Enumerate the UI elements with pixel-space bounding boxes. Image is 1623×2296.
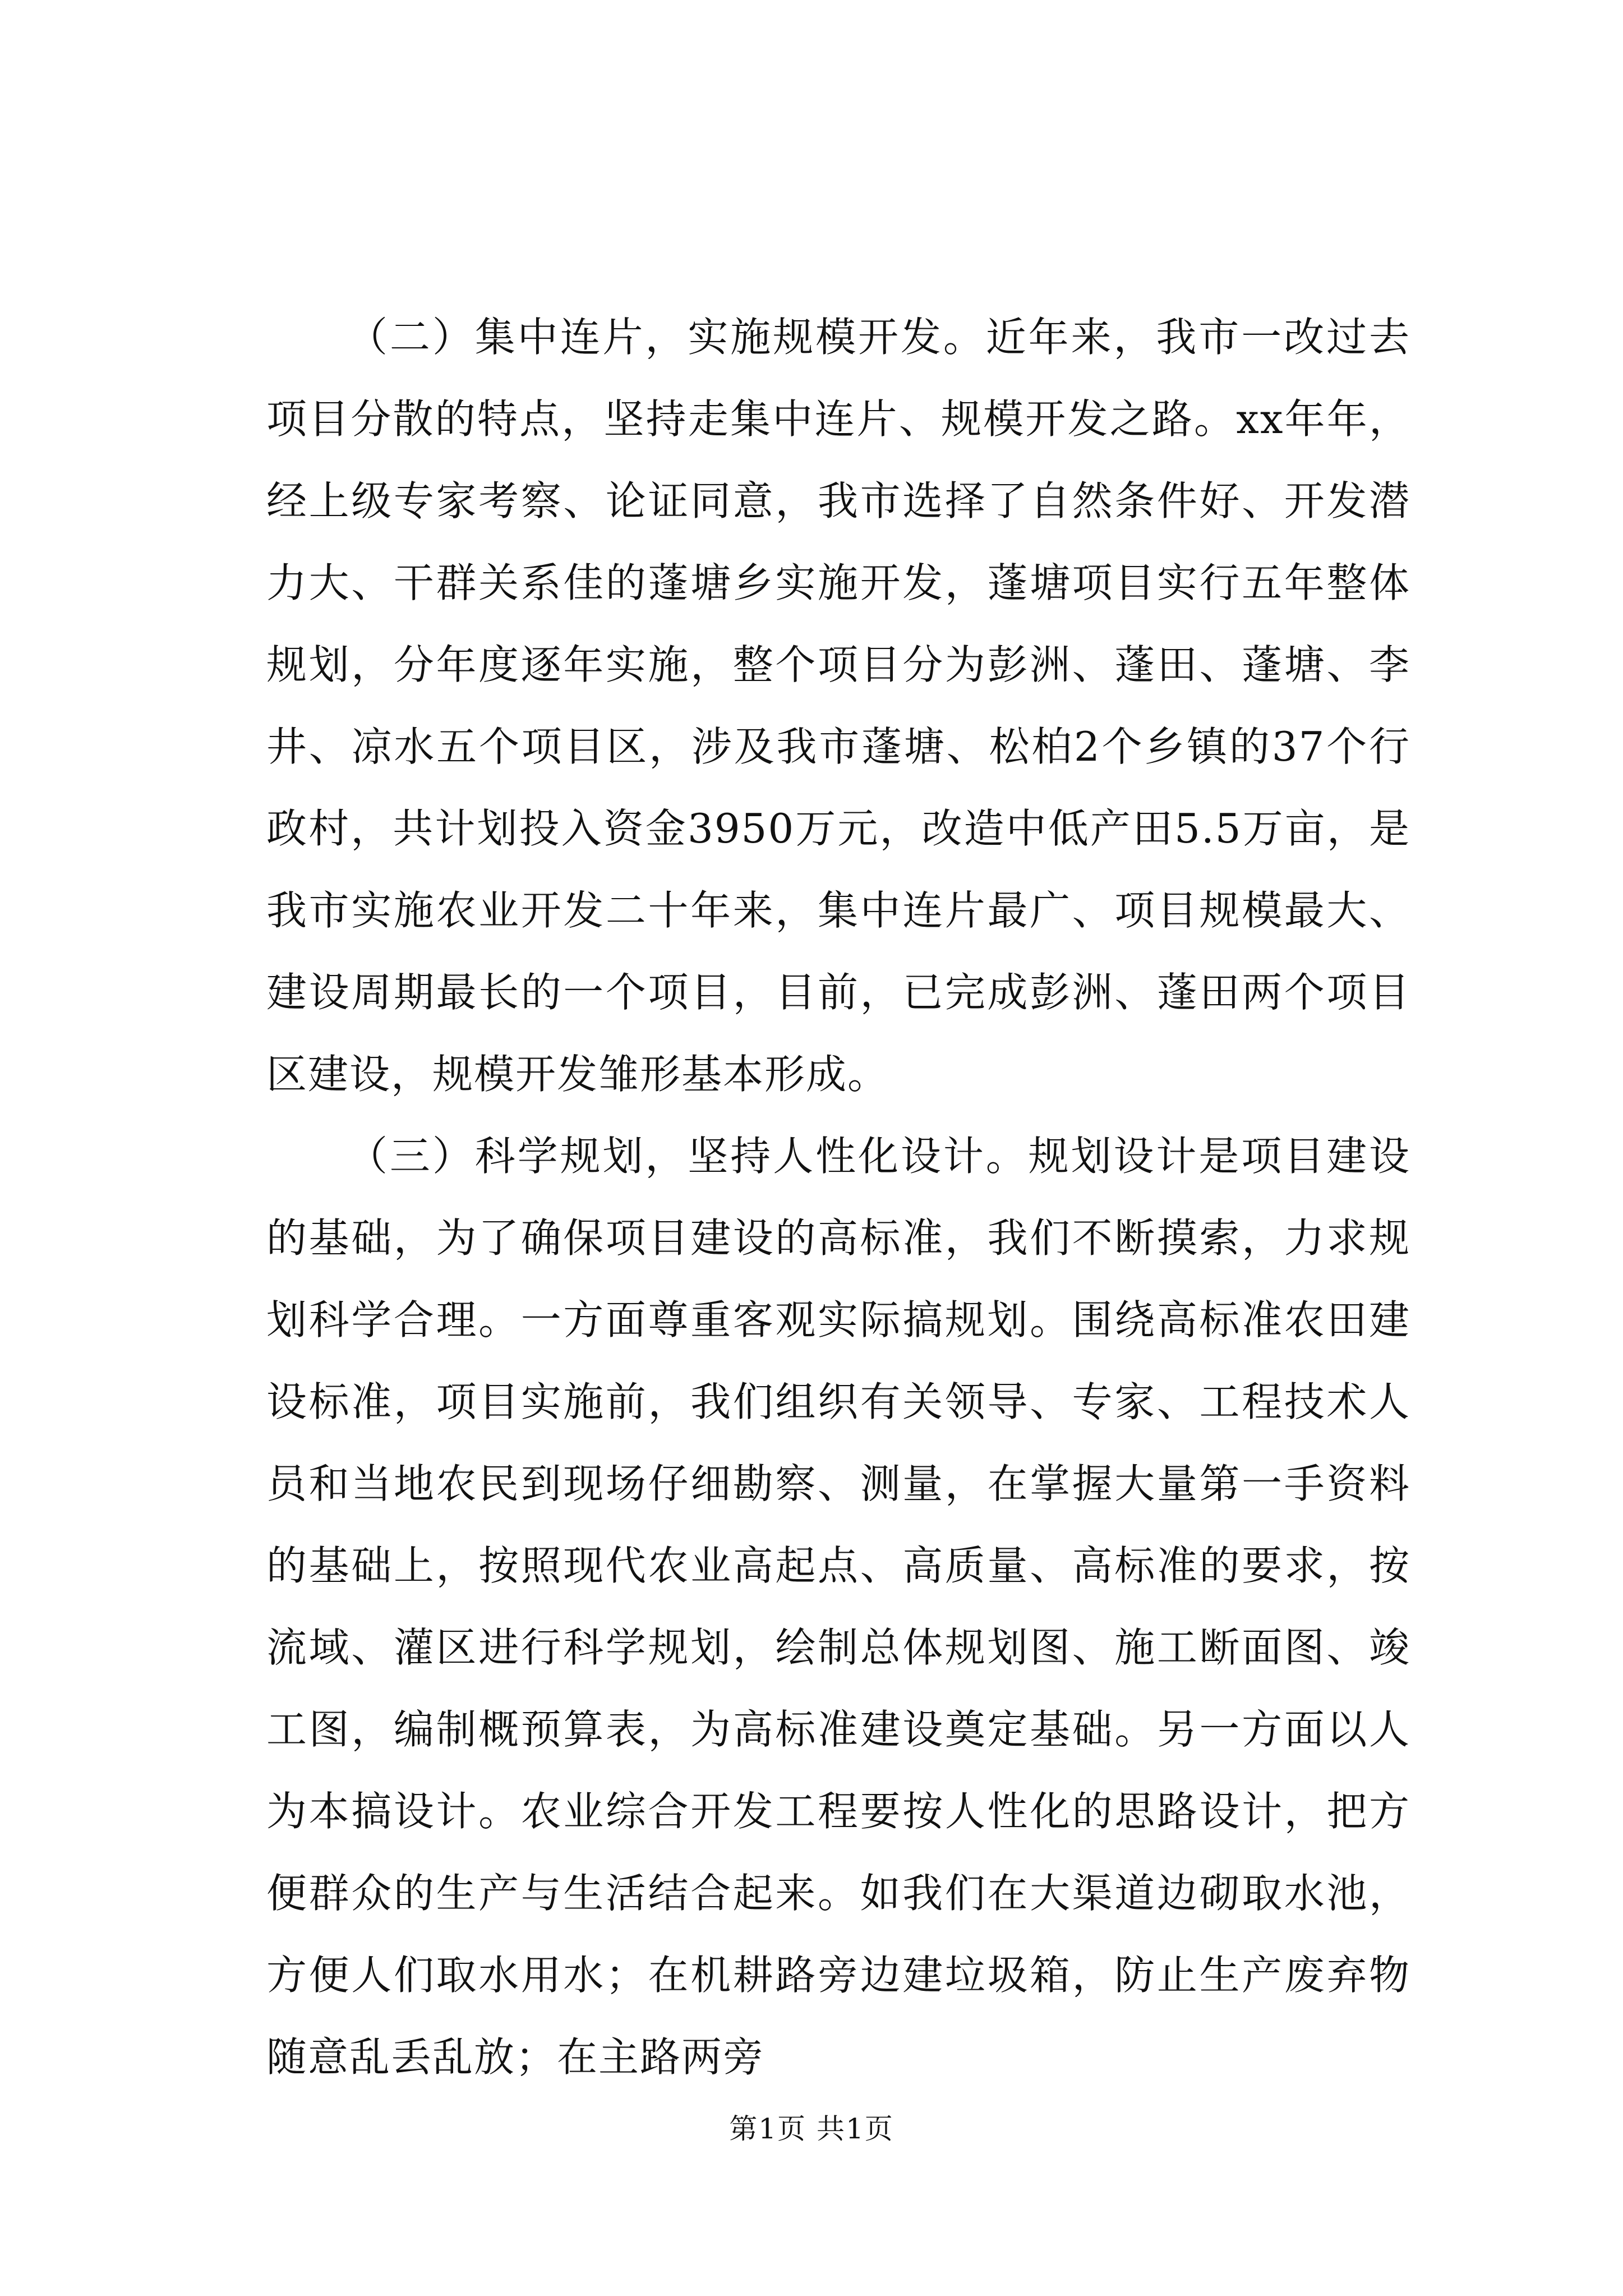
document-body bbox=[266, 296, 1410, 2098]
paragraph-3: （三）科学规划，坚持人性化设计。规划设计是项目建设的基础，为了确保项目建设的高标准，我们不断摸索，力求规划科学合理。一方面尊重客观实际搞规划。围绕高标准农田建设标准，项目实施前，我们组织有关领导、专家、工程技术人员和当地农民到现场仔细勘察、测量，在掌握大量第一手资料的基础上，按照现代农业高起点、高质量、高标准的要求，按流域、灌区进行科学规划，绘制总体规划图、施工断面图、竣工图，编制概预算表，为高标准建设奠定基础。另一方面以人为本搞设计。农业综合开发工程要按人性化的思路设计，把方便群众的生产与生活结合起来。如我们在大渠道边砌取水池，方便人们取水用水；在机耕路旁边建垃圾箱，防止生产废弃物随意乱丢乱放；在主路两旁 bbox=[266, 1133, 1410, 2081]
paragraph-2: （二）集中连片，实施规模开发。近年来，我市一改过去项目分散的特点，坚持走集中连片、规模开发之路。xx年年，经上级专家考察、论证同意，我市选择了自然条件好、开发潜力大、干群关系佳的蓬塘乡实施开发，蓬塘项目实行五年整体规划，分年度逐年实施，整个项目分为彭洲、蓬田、蓬塘、李井、凉水五个项目区，涉及我市蓬塘、松柏2个乡镇的37个行政村，共计划投入资金3950万元，改造中低产田5.5万亩，是我市实施农业开发二十年来，集中连片最广、项目规模最大、建设周期最长的一个项目，目前，已完成彭洲、蓬田两个项目区建设，规模开发雏形基本形成。 bbox=[266, 314, 1410, 1098]
page-footer: 第1页 共1页 bbox=[729, 2113, 894, 2145]
